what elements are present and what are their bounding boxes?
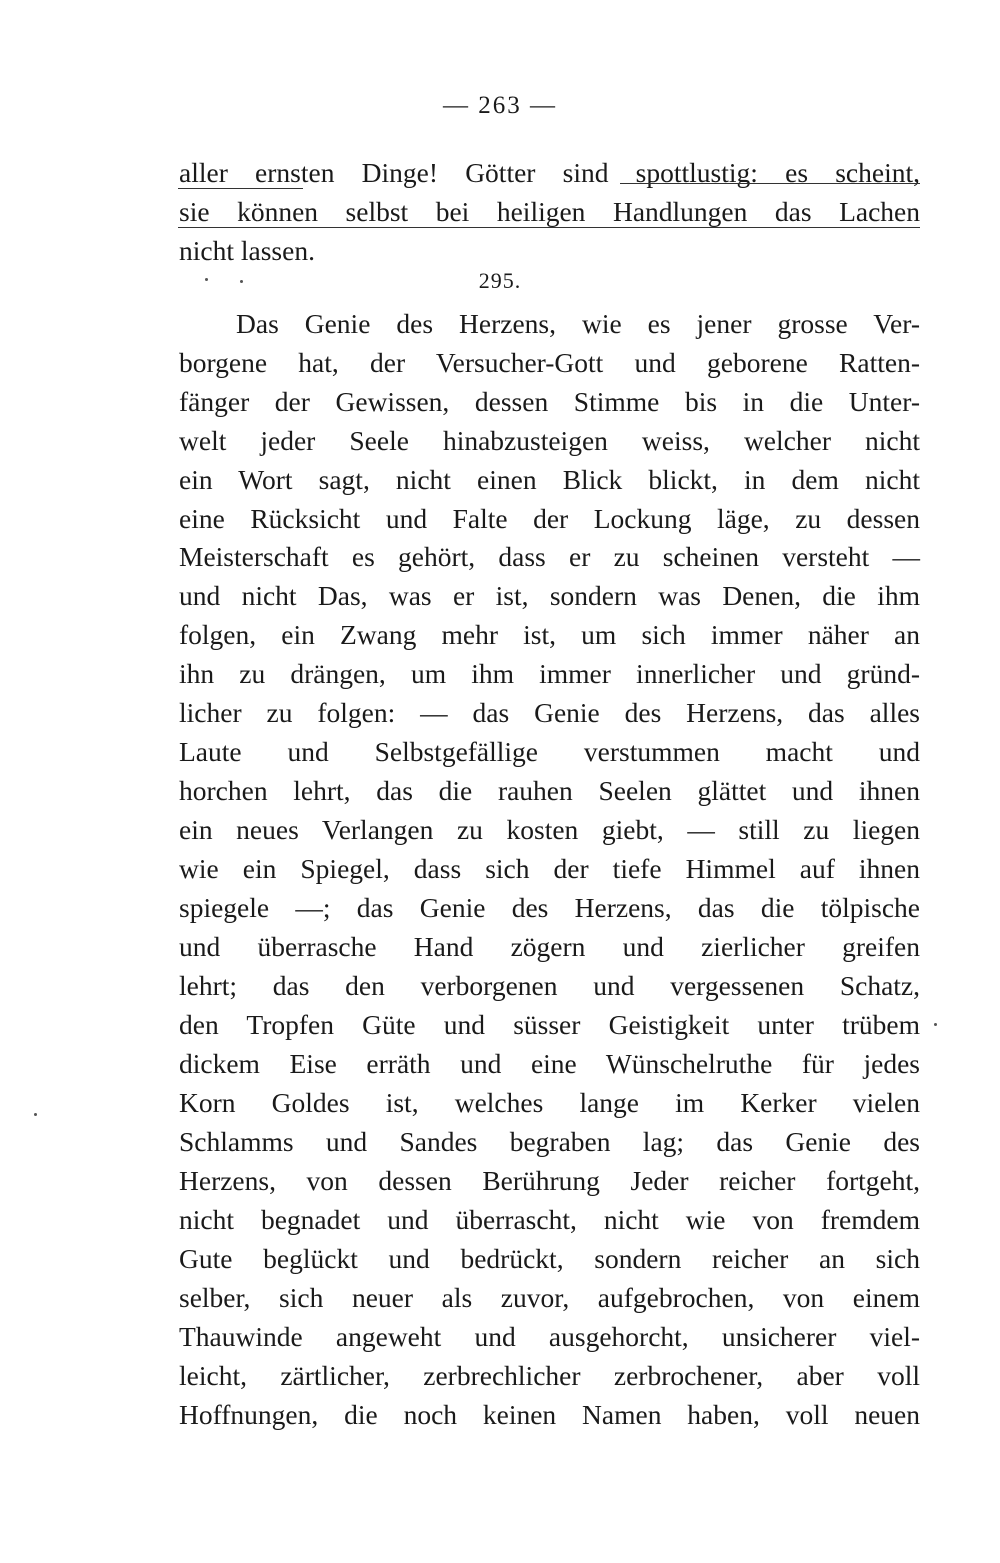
text-line: Hoffnungen, die noch keinen Namen haben, voll neuen <box>179 1399 920 1430</box>
scan-speck <box>240 280 243 283</box>
text-line: ein Wort sagt, nicht einen Blick blickt, in dem nicht <box>179 464 920 495</box>
text-line: borgene hat, der Versucher-Gott und geborene Ratten- <box>179 347 920 378</box>
text-line: ein neues Verlangen zu kosten giebt, — still zu liegen <box>179 814 920 845</box>
text-line: eine Rücksicht und Falte der Lockung läge, zu dessen <box>179 503 920 534</box>
text-line: fänger der Gewissen, dessen Stimme bis in die Unter- <box>179 386 920 417</box>
text-line: folgen, ein Zwang mehr ist, um sich immer näher an <box>179 619 920 650</box>
scan-speck <box>205 278 208 281</box>
text-line: und nicht Das, was er ist, sondern was Denen, die ihm <box>179 580 920 611</box>
text-line: Meisterschaft es gehört, dass er zu scheinen versteht — <box>179 541 920 572</box>
text-line: wie ein Spiegel, dass sich der tiefe Himmel auf ihnen <box>179 853 920 884</box>
pencil-underline-mark <box>620 183 920 184</box>
text-line: aller ernsten Dinge! Götter sind spottlustig: es scheint, <box>179 157 920 188</box>
text-line: den Tropfen Güte und süsser Geistigkeit unter trübem <box>179 1009 920 1040</box>
text-line: sie können selbst bei heiligen Handlungen das Lachen <box>179 196 920 227</box>
section-number: 295. <box>478 268 522 293</box>
text-line: licher zu folgen: — das Genie des Herzens, das alles <box>179 697 920 728</box>
text-line: und überrasche Hand zögern und zierlicher greifen <box>179 931 920 962</box>
text-line: spiegele —; das Genie des Herzens, das die tölpische <box>179 892 920 923</box>
text-line: selber, sich neuer als zuvor, aufgebrochen, von einem <box>179 1282 920 1313</box>
page-number: — 263 — <box>443 92 557 119</box>
text-line: Das Genie des Herzens, wie es jener grosse Ver- <box>236 308 920 339</box>
text-line: dickem Eise erräth und eine Wünschelruthe für jedes <box>179 1048 920 1079</box>
text-line: Schlamms und Sandes begraben lag; das Genie des <box>179 1126 920 1157</box>
text-line: Thauwinde angeweht und ausgehorcht, unsicherer viel- <box>179 1321 920 1352</box>
text-line: horchen lehrt, das die rauhen Seelen glättet und ihnen <box>179 775 920 806</box>
text-line: nicht begnadet und überrascht, nicht wie von fremdem <box>179 1204 920 1235</box>
text-line: lehrt; das den verborgenen und vergessenen Schatz, <box>179 970 920 1001</box>
text-line: nicht lassen. <box>179 235 315 266</box>
text-line: leicht, zärtlicher, zerbrechlicher zerbrochener, aber voll <box>179 1360 920 1391</box>
text-line: welt jeder Seele hinabzusteigen weiss, welcher nicht <box>179 425 920 456</box>
scan-speck <box>34 1113 37 1116</box>
text-line: Gute beglückt und bedrückt, sondern reicher an sich <box>179 1243 920 1274</box>
text-line: ihn zu drängen, um ihm immer innerlicher und gründ- <box>179 658 920 689</box>
scan-speck <box>934 1023 937 1026</box>
text-line: Herzens, von dessen Berührung Jeder reicher fortgeht, <box>179 1165 920 1196</box>
text-line: Laute und Selbstgefällige verstummen macht und <box>179 736 920 767</box>
pencil-underline-mark <box>178 227 920 228</box>
pencil-underline-mark <box>178 188 303 189</box>
text-line: Korn Goldes ist, welches lange im Kerker vielen <box>179 1087 920 1118</box>
